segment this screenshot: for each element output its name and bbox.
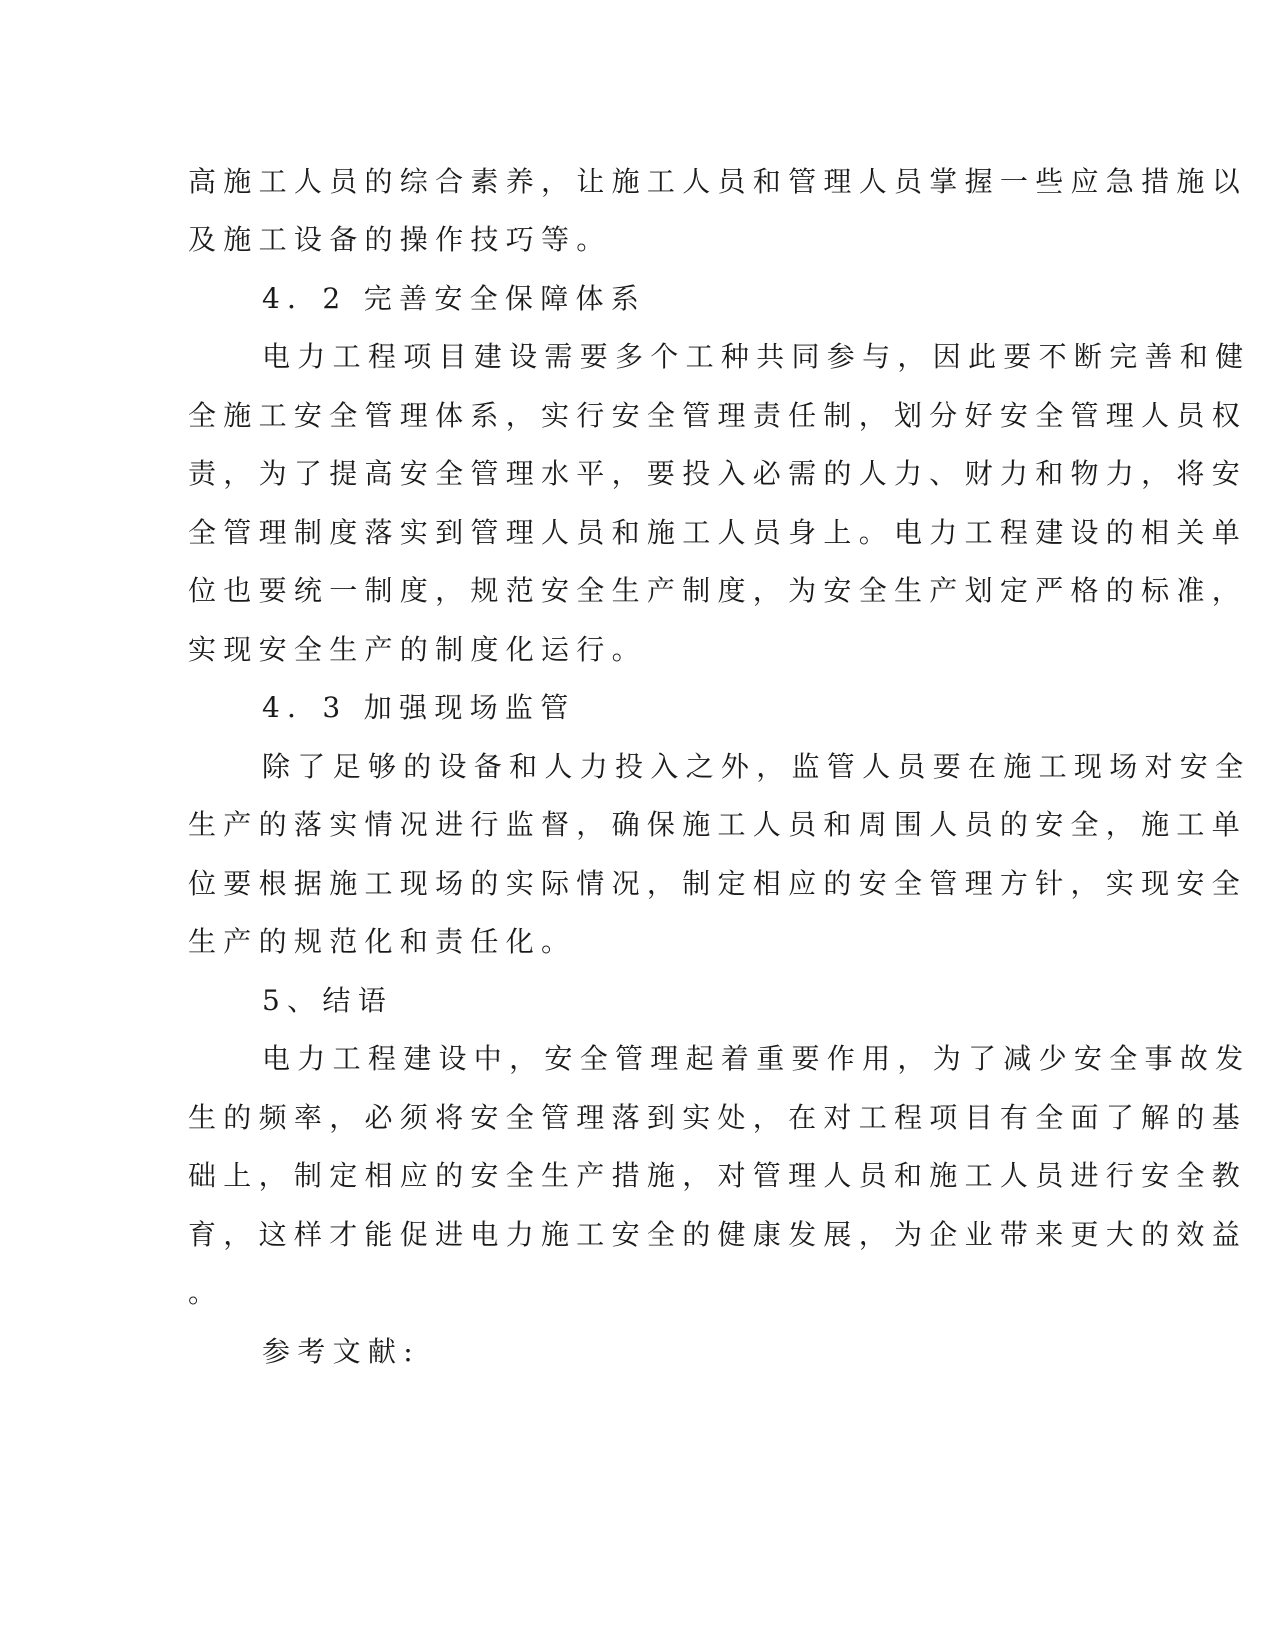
paragraph-line: 及施工设备的操作技巧等。 bbox=[188, 223, 612, 256]
paragraph-line: 生产的落实情况进行监督，确保施工人员和周围人员的安全，施工单 bbox=[188, 808, 1248, 841]
references-heading: 参考文献: bbox=[262, 1335, 420, 1368]
section-heading-4-3: 4．3 加强现场监管 bbox=[262, 691, 576, 724]
paragraph-line: 育，这样才能促进电力施工安全的健康发展，为企业带来更大的效益 bbox=[188, 1218, 1248, 1251]
section-heading-4-2: 4．2 完善安全保障体系 bbox=[262, 282, 647, 315]
paragraph-line: 全管理制度落实到管理人员和施工人员身上。电力工程建设的相关单 bbox=[188, 516, 1248, 549]
paragraph-line: 全施工安全管理体系，实行安全管理责任制，划分好安全管理人员权 bbox=[188, 399, 1248, 432]
paragraph-line: 高施工人员的综合素养，让施工人员和管理人员掌握一些应急措施以 bbox=[188, 165, 1248, 198]
paragraph-line: 实现安全生产的制度化运行。 bbox=[188, 633, 647, 666]
paragraph-line: 位要根据施工现场的实际情况，制定相应的安全管理方针，实现安全 bbox=[188, 867, 1248, 900]
paragraph-line: 电力工程建设中，安全管理起着重要作用，为了减少安全事故发 bbox=[262, 1042, 1251, 1075]
paragraph-line: 生产的规范化和责任化。 bbox=[188, 925, 577, 958]
paragraph-line: 电力工程项目建设需要多个工种共同参与，因此要不断完善和健 bbox=[262, 340, 1251, 373]
section-heading-5: 5、结语 bbox=[262, 984, 394, 1017]
paragraph-line: 除了足够的设备和人力投入之外，监管人员要在施工现场对安全 bbox=[262, 750, 1251, 783]
paragraph-line: 位也要统一制度，规范安全生产制度，为安全生产划定严格的标准， bbox=[188, 574, 1248, 607]
paragraph-line: 。 bbox=[188, 1276, 224, 1309]
paragraph-line: 责，为了提高安全管理水平，要投入必需的人力、财力和物力，将安 bbox=[188, 457, 1248, 490]
paragraph-line: 生的频率，必须将安全管理落到实处，在对工程项目有全面了解的基 bbox=[188, 1101, 1248, 1134]
paragraph-line: 础上，制定相应的安全生产措施，对管理人员和施工人员进行安全教 bbox=[188, 1159, 1248, 1192]
